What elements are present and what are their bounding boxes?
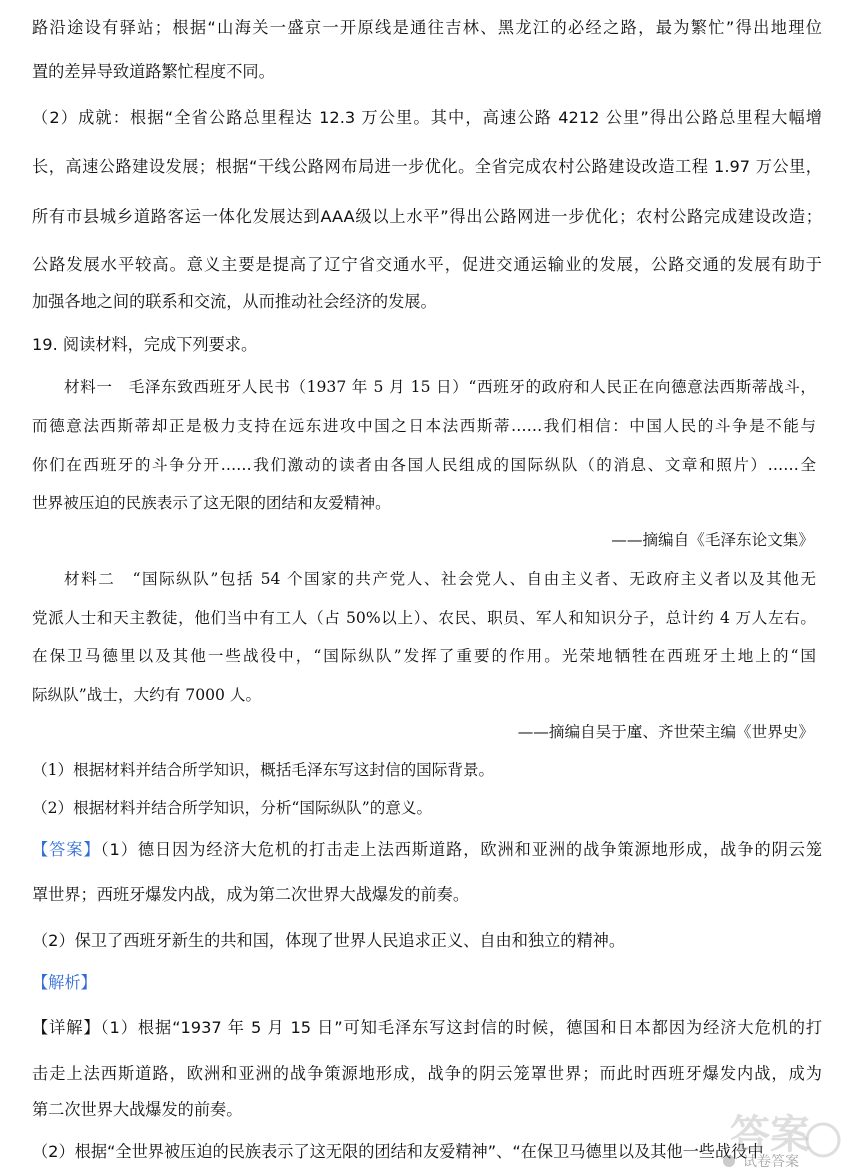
answer-text-1: （1）德日因为经济大危机的打击走上法西斯道路，欧洲和亚洲的战争策源地形成，战争的阴云笼: [100, 840, 822, 859]
text-line-1: 路沿途设有驿站；根据“山海关一盛京一开原线是通往吉林、黑龙江的必经之路，最为繁忙”得出地理位: [32, 18, 822, 37]
detail-line-3: 第二次世界大战爆发的前奏。: [32, 1100, 243, 1119]
text-line-6: 公路发展水平较高。意义主要是提高了辽宁省交通水平，促进交通运输业的发展，公路交通的发展有助于: [32, 255, 822, 274]
material-1-line-1: 材料一 毛泽东致西班牙人民书（1937 年 5 月 15 日）“西班牙的政府和人民正在向德意法西斯蒂战斗，: [64, 378, 816, 396]
material-2-line-4: 际纵队”战士，大约有 7000 人。: [32, 686, 262, 704]
text-line-7: 加强各地之间的联系和交流，从而推动社会经济的发展。: [32, 292, 437, 311]
material-1-source: ——摘编自《毛泽东论文集》: [611, 531, 814, 549]
answer-line-2: 罩世界；西班牙爆发内战，成为第二次世界大战爆发的前奏。: [32, 885, 470, 904]
watermark-big-text: 答案: [730, 1112, 810, 1158]
material-1-line-4: 世界被压迫的民族表示了这无限的团结和友爱精神。: [32, 494, 391, 512]
detail-line-4: （2）根据“全世界被压迫的民族表示了这无限的团结和友爱精神”、“在保卫马德里以及其他一些战役中: [32, 1142, 764, 1161]
detail-line-2: 击走上法西斯道路，欧洲和亚洲的战争策源地形成，战争的阴云笼罩世界；而此时西班牙爆发内战，成为: [32, 1064, 822, 1083]
detail-line-1: [32, 1016, 822, 1040]
material-1-line-2: 而德意法西斯蒂却正是极力支持在远东进攻中国之日本法西斯蒂……我们相信：中国人民的斗争是不能与: [32, 417, 816, 435]
watermark-text: 试卷答案: [743, 1154, 799, 1170]
sub-question-1: （1）根据材料并结合所学知识，概括毛泽东写这封信的国际背景。: [32, 761, 495, 779]
text-line-5: 所有市县城乡道路客运一体化发展达到AAA级以上水平”得出公路网进一步优化；农村公路完成建设改造；: [32, 207, 822, 226]
answer-line-1: [32, 838, 822, 862]
watermark-logo: [695, 1096, 845, 1174]
material-2-line-2: 党派人士和天主教徒，他们当中有工人（占 50%以上）、农民、职员、军人和知识分子，总计约 4 万人左右。: [32, 609, 816, 627]
analysis-tag: 【解析】: [32, 973, 97, 992]
wechat-icon: [723, 1155, 735, 1167]
answer-line-3: （2）保卫了西班牙新生的共和国，体现了世界人民追求正义、自由和独立的精神。: [32, 931, 626, 950]
material-2-source: ——摘编自吴于廑、齐世荣主编《世界史》: [517, 723, 814, 741]
sub-question-2: （2）根据材料并结合所学知识，分析“国际纵队”的意义。: [32, 799, 433, 817]
question-19-title: 19. 阅读材料，完成下列要求。: [32, 335, 258, 354]
text-line-3: （2）成就：根据“全省公路总里程达 12.3 万公里。其中，高速公路 4212 公里”得出公路总里程大幅增: [32, 108, 822, 127]
material-2-line-3: 在保卫马德里以及其他一些战役中，“国际纵队”发挥了重要的作用。光荣地牺牲在西班牙土地上的“国: [32, 647, 816, 665]
detail-text-1: （1）根据“1937 年 5 月 15 日”可知毛泽东写这封信的时候，德国和日本都因为经济大危机的打: [100, 1018, 822, 1037]
detail-tag: 【详解】: [32, 1018, 101, 1037]
material-2-line-1: 材料二 “国际纵队”包括 54 个国家的共产党人、社会党人、自由主义者、无政府主义者以及其他无: [64, 570, 816, 588]
material-1-line-3: 你们在西班牙的斗争分开……我们激动的读者由各国人民组成的国际纵队（的消息、文章和照片）……全: [32, 456, 816, 474]
text-line-4: 长，高速公路建设发展；根据“干线公路网布局进一步优化。全省完成农村公路建设改造工程 1.97 万公里，: [32, 157, 822, 176]
text-line-2: 置的差异导致道路繁忙程度不同。: [32, 62, 275, 81]
answer-tag: 【答案】: [32, 840, 101, 859]
